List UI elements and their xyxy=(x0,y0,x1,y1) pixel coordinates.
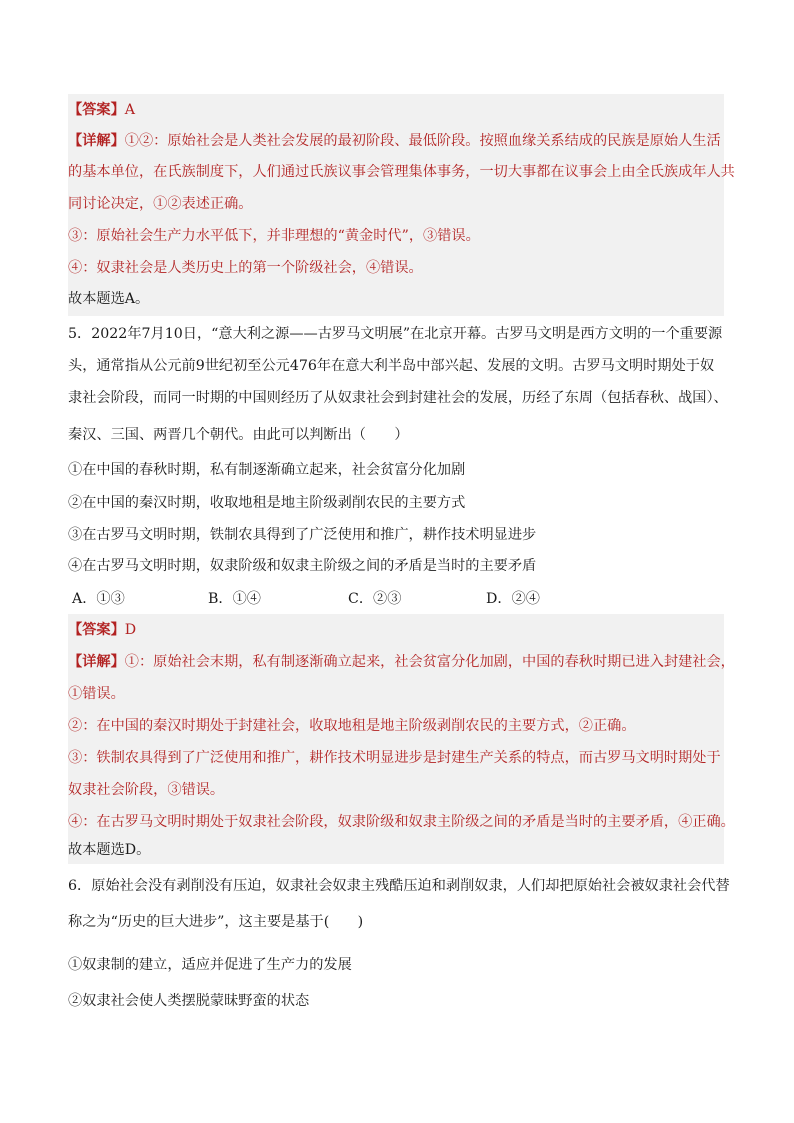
option-a[interactable]: A．①③ xyxy=(72,591,125,607)
conclusion-text: 故本题选D。 xyxy=(68,842,151,858)
answer-tag: 【答案】 xyxy=(68,622,125,638)
detail-line-1: 【详解】①②：原始社会是人类社会发展的最初阶段、最低阶段。按照血缘关系结成的民族是原始人生活 xyxy=(68,133,721,149)
detail-line-5: ④：奴隶社会是人类历史上的第一个阶级社会，④错误。 xyxy=(68,260,423,276)
question-stem-line-1: 6．原始社会没有剥削没有压迫，奴隶社会奴隶主残酷压迫和剥削奴隶，人们却把原始社会被奴隶社会代替 xyxy=(68,878,730,894)
question-stem-line-4: 秦汉、三国、两晋几个朝代。由此可以判断出（ ） xyxy=(68,427,409,443)
detail-tag: 【详解】 xyxy=(68,133,125,149)
statement-2: ②在中国的秦汉时期，收取地租是地主阶级剥削农民的主要方式 xyxy=(68,495,466,511)
question-stem-line-2: 头，通常指从公元前9世纪初至公元476年在意大利半岛中部兴起、发展的文明。古罗马文明时期处于奴 xyxy=(68,358,715,374)
question-5 xyxy=(68,318,728,618)
detail-line-2: ①错误。 xyxy=(68,686,125,702)
statement-2: ②奴隶社会使人类摆脱蒙昧野蛮的状态 xyxy=(68,993,310,1009)
answer-block-2 xyxy=(68,614,735,864)
detail-line-4: ③：铁制农具得到了广泛使用和推广，耕作技术明显进步是封建生产关系的特点，而古罗马文明时期处于 xyxy=(68,750,721,766)
statement-1: ①奴隶制的建立，适应并促进了生产力的发展 xyxy=(68,957,352,973)
answer-line xyxy=(68,620,136,640)
answer-block-1 xyxy=(68,94,735,316)
statement-1: ①在中国的春秋时期，私有制逐渐确立起来，社会贫富分化加剧 xyxy=(68,462,466,478)
statement-3: ③在古罗马文明时期，铁制农具得到了广泛使用和推广，耕作技术明显进步 xyxy=(68,527,537,543)
detail-line-3: 同讨论决定，①②表述正确。 xyxy=(68,196,253,212)
detail-line-1: 【详解】①：原始社会末期，私有制逐渐确立起来，社会贫富分化加剧，中国的春秋时期已进入封建社会， xyxy=(68,654,735,670)
conclusion-text: 故本题选A。 xyxy=(68,291,150,307)
statement-4: ④在古罗马文明时期，奴隶阶级和奴隶主阶级之间的矛盾是当时的主要矛盾 xyxy=(68,558,537,574)
detail-line-3: ②：在中国的秦汉时期处于封建社会，收取地租是地主阶级剥削农民的主要方式，②正确。 xyxy=(68,718,636,734)
question-stem-line-3: 隶社会阶段，而同一时期的中国则经历了从奴隶社会到封建社会的发展，历经了东周（包括春秋、战国）、 xyxy=(68,390,728,406)
answer-line xyxy=(68,100,135,120)
detail-line-2: 的基本单位，在氏族制度下，人们通过氏族议事会管理集体事务，一切大事都在议事会上由全氏族成年人共 xyxy=(68,164,735,180)
option-b[interactable]: B．①④ xyxy=(208,591,261,607)
detail-line-5: 奴隶社会阶段，③错误。 xyxy=(68,782,225,798)
answer-tag: 【答案】 xyxy=(68,102,125,118)
option-c[interactable]: C．②③ xyxy=(348,591,402,607)
detail-tag: 【详解】 xyxy=(68,654,125,670)
detail-line-4: ③：原始社会生产力水平低下，并非理想的“黄金时代”，③错误。 xyxy=(68,228,480,244)
question-stem-line-2: 称之为“历史的巨大进步”，这主要是基于( ) xyxy=(68,914,364,930)
option-d[interactable]: D．②④ xyxy=(486,591,540,607)
question-stem-line-1: 5．2022年7月10日，“意大利之源——古罗马文明展”在北京开幕。古罗马文明是西方文明的一个重要源 xyxy=(68,326,723,342)
answer-value: D xyxy=(124,622,137,638)
answer-value: A xyxy=(124,102,136,118)
question-6 xyxy=(68,868,730,1018)
detail-line-6: ④：在古罗马文明时期处于奴隶社会阶段，奴隶阶级和奴隶主阶级之间的矛盾是当时的主要矛盾，④正确。 xyxy=(68,814,735,830)
